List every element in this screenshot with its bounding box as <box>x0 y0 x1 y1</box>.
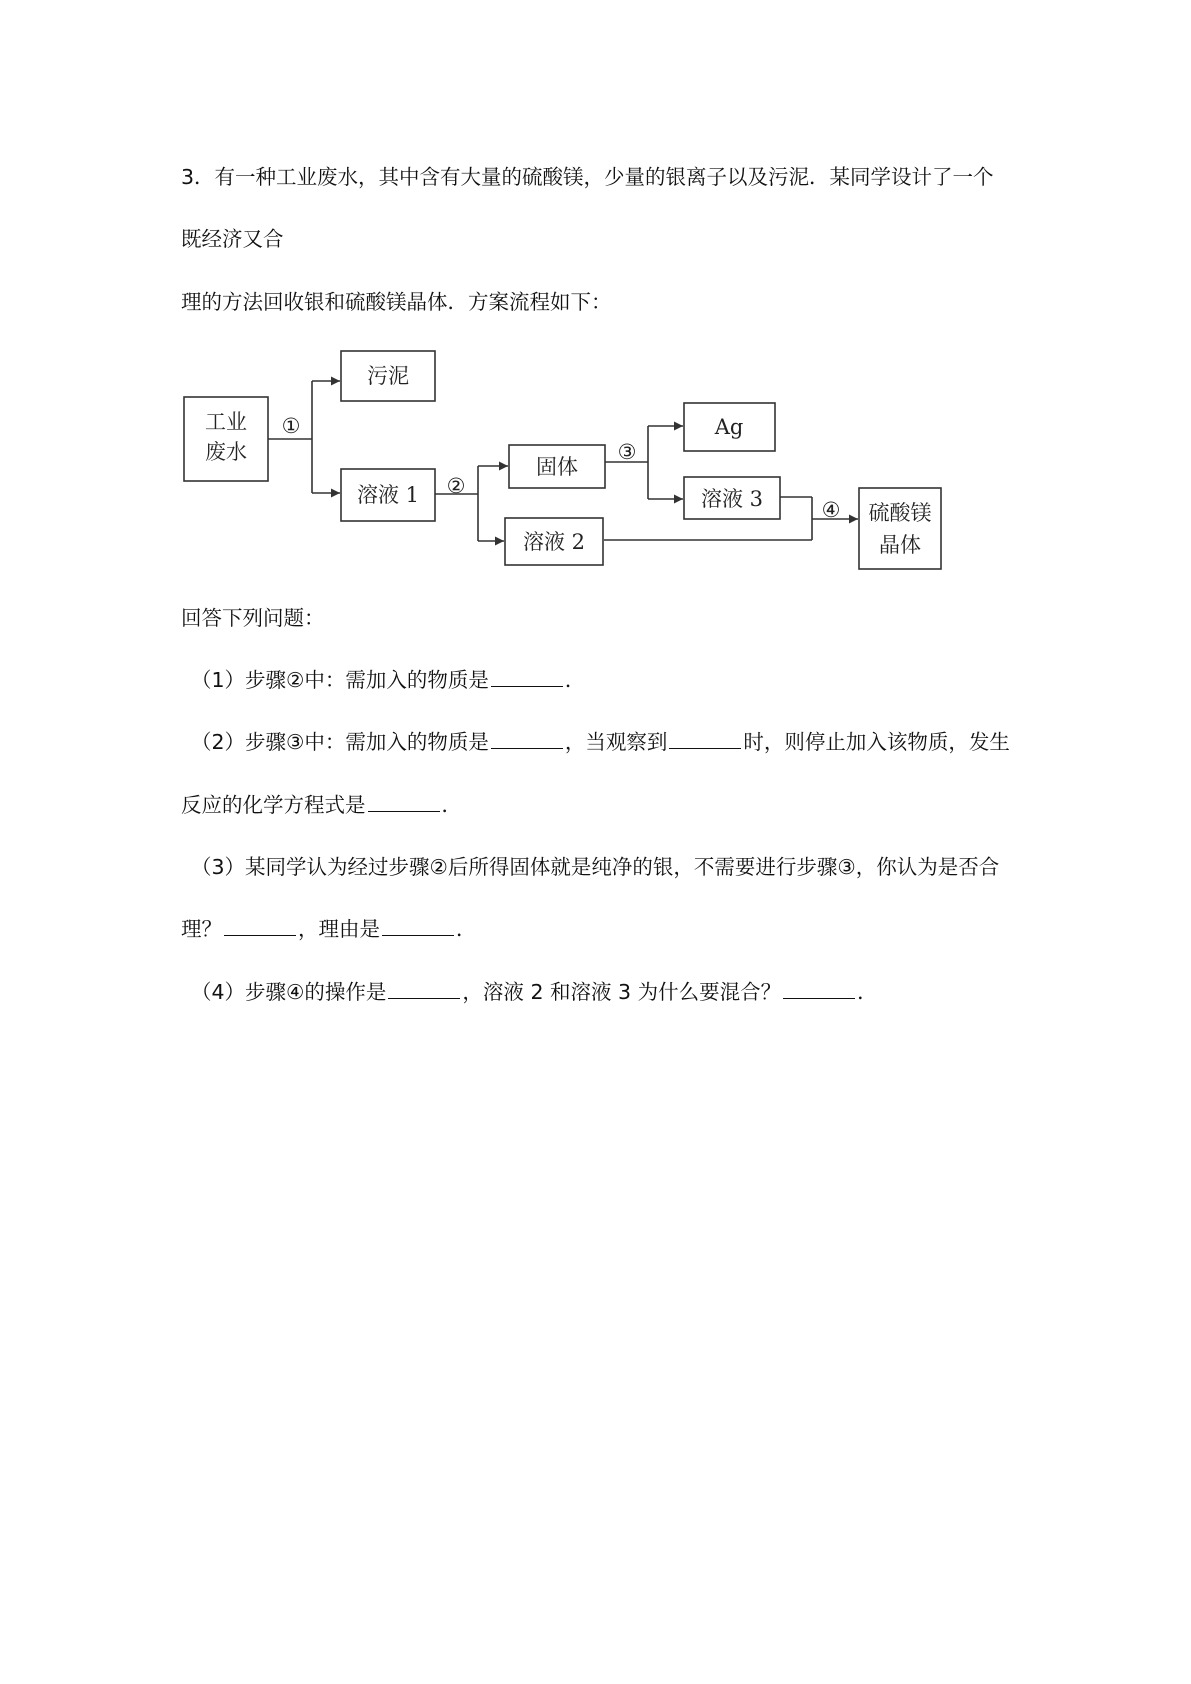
crystal-label-1: 硫酸镁 <box>868 501 932 525</box>
q2-text-d: 反应的化学方程式是 <box>181 793 366 817</box>
solution2-label: 溶液 2 <box>522 530 586 554</box>
q2-text-e: ． <box>441 793 462 817</box>
question-2-line-2 <box>181 790 462 820</box>
q3-text-a: （3）某同学认为经过步骤②后所得固体就是纯净的银，不需要进行步骤③，你认为是否合 <box>191 855 1000 879</box>
q2-text-a: （2）步骤③中：需加入的物质是 <box>191 730 489 754</box>
q4-text-b: ，溶液 2 和溶液 3 为什么要混合？ <box>462 980 782 1004</box>
q2-text-c: 时，则停止加入该物质，发生 <box>743 730 1010 754</box>
solution3-label: 溶液 3 <box>700 487 764 511</box>
q4-text-a: （4）步骤④的操作是 <box>191 980 387 1004</box>
intro-line-1: 3．有一种工业废水，其中含有大量的硫酸镁，少量的银离子以及污泥．某同学设计了一个 <box>181 165 994 189</box>
q2-text-b: ，当观察到 <box>564 730 668 754</box>
intro-line-3: 理的方法回收银和硫酸镁晶体．方案流程如下： <box>181 290 612 314</box>
intro-line-2: 既经济又合 <box>181 227 284 251</box>
crystal-label-2: 晶体 <box>879 533 921 557</box>
step3-marker: ③ <box>617 440 637 464</box>
q1-text-b: ． <box>564 668 586 692</box>
sludge-label: 污泥 <box>367 364 409 388</box>
silver-box <box>684 403 775 451</box>
step2-marker: ② <box>446 474 466 498</box>
step1-marker: ① <box>281 414 301 438</box>
wastewater-box <box>184 397 268 481</box>
sludge-box <box>341 351 435 401</box>
q3-blank-1[interactable] <box>224 915 296 936</box>
q3-blank-2[interactable] <box>382 915 454 936</box>
q2-blank-2[interactable] <box>669 728 741 749</box>
solid-label: 固体 <box>536 455 578 479</box>
solution1-label: 溶液 1 <box>356 483 420 507</box>
q3-text-d: ． <box>456 917 477 941</box>
wastewater-label-1: 工业 <box>205 410 247 434</box>
solution3-box <box>684 477 780 519</box>
step4-marker: ④ <box>821 498 841 522</box>
q1-text-a: （1）步骤②中：需加入的物质是 <box>191 668 489 692</box>
q4-text-c: ． <box>857 980 878 1004</box>
q2-blank-1[interactable] <box>491 728 563 749</box>
wastewater-label-2: 废水 <box>205 440 247 464</box>
solution1-box <box>341 469 435 521</box>
q4-blank-2[interactable] <box>783 978 855 999</box>
question-3-line-1 <box>191 852 999 882</box>
answers-heading: 回答下列问题： <box>181 606 325 630</box>
q2-blank-3[interactable] <box>368 791 440 812</box>
solution2-box <box>505 518 603 565</box>
question-1 <box>191 665 585 695</box>
q4-blank-1[interactable] <box>388 978 460 999</box>
q3-text-b: 理？ <box>181 917 222 941</box>
question-4 <box>191 977 878 1007</box>
crystal-box <box>859 488 941 569</box>
process-flow-diagram <box>0 0 1191 600</box>
q1-blank[interactable] <box>491 666 563 687</box>
question-3-line-2 <box>181 914 477 944</box>
q3-text-c: ，理由是 <box>298 917 380 941</box>
silver-label: Ag <box>714 415 744 439</box>
solid-box <box>509 445 605 488</box>
question-2-line-1 <box>191 727 1010 757</box>
